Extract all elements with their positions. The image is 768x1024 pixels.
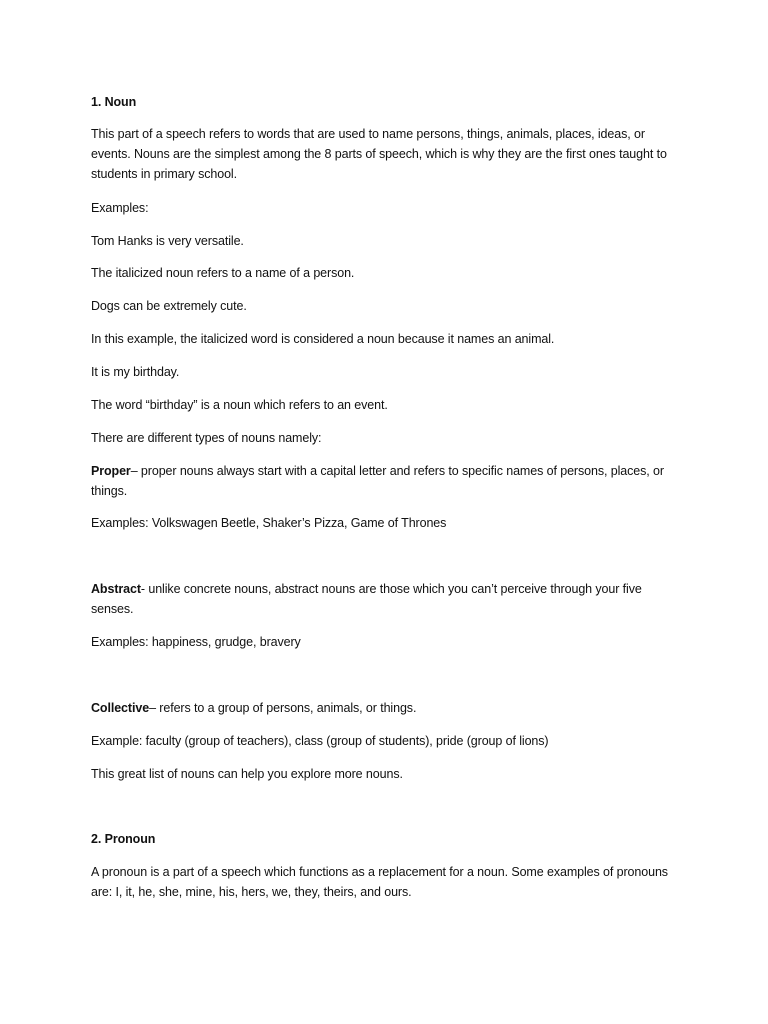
abstract-term: Abstract	[91, 582, 141, 596]
example-2: Dogs can be extremely cute.	[91, 299, 247, 313]
examples-label: Examples:	[91, 201, 149, 215]
collective-noun-definition	[91, 698, 681, 718]
example-1-note: The italicized noun refers to a name of a person.	[91, 266, 355, 280]
noun-heading: 1. Noun	[91, 95, 137, 109]
collective-noun-examples: Example: faculty (group of teachers), class (group of students), pride (group of lions)	[91, 734, 549, 748]
collective-definition-text: – refers to a group of persons, animals, or things.	[149, 701, 417, 715]
example-2-note: In this example, the italicized word is considered a noun because it names an animal.	[91, 332, 555, 346]
abstract-definition-text: - unlike concrete nouns, abstract nouns are those which you can’t perceive through your five senses.	[91, 582, 642, 616]
noun-types-intro: There are different types of nouns namely:	[91, 431, 322, 445]
example-3-note: The word “birthday” is a noun which refers to an event.	[91, 398, 388, 412]
example-1: Tom Hanks is very versatile.	[91, 234, 244, 248]
proper-examples-text: Volkswagen Beetle, Shaker’s Pizza, Game of Thrones	[148, 516, 447, 530]
proper-examples-label: Examples:	[91, 516, 149, 530]
proper-definition-text: – proper nouns always start with a capital letter and refers to specific names of persons, places, or things.	[91, 464, 664, 498]
proper-term: Proper	[91, 464, 131, 478]
proper-noun-definition	[91, 461, 681, 501]
pronoun-intro-paragraph: A pronoun is a part of a speech which functions as a replacement for a noun. Some examples of pronouns are: I, it, he, she, mine, his, hers, we, they, theirs, and ours.	[91, 865, 668, 899]
proper-noun-examples	[91, 513, 681, 533]
noun-intro-paragraph: This part of a speech refers to words that are used to name persons, things, animals, places, ideas, or events. Nouns are the simplest among the 8 parts of speech, which is why they are the first ones taught to students in primary school.	[91, 127, 667, 181]
example-3: It is my birthday.	[91, 365, 180, 379]
nouns-list-note: This great list of nouns can help you explore more nouns.	[91, 767, 403, 781]
pronoun-heading: 2. Pronoun	[91, 832, 156, 846]
abstract-noun-definition	[91, 579, 681, 619]
abstract-noun-examples: Examples: happiness, grudge, bravery	[91, 635, 301, 649]
collective-term: Collective	[91, 701, 150, 715]
